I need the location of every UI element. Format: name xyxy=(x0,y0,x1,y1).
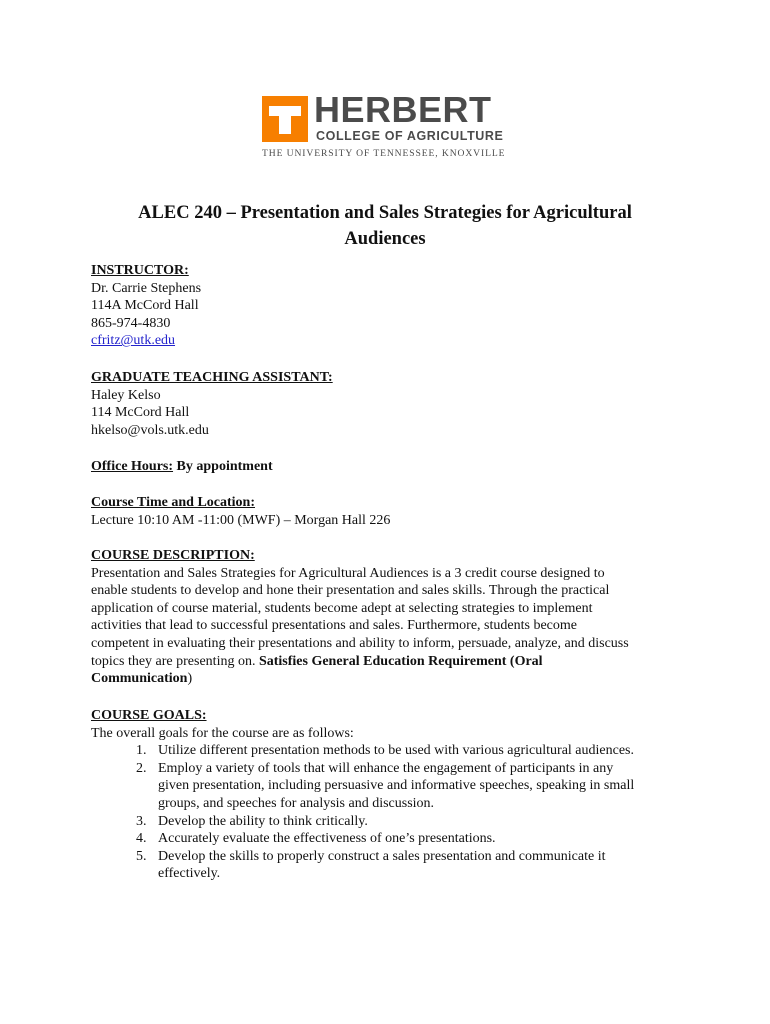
description-line: enable students to develop and hone their presentation and sales skills. Through the practical xyxy=(91,583,610,599)
gta-section xyxy=(91,369,691,439)
course-goals-list xyxy=(91,742,691,883)
description-line: competent in evaluating their presentations and ability to inform, persuade, analyze, and discuss xyxy=(91,635,629,651)
description-line: activities that lead to successful presentations and sales. Furthermore, students become xyxy=(91,618,577,634)
office-hours-section xyxy=(91,458,691,476)
course-time-heading: Course Time and Location: xyxy=(91,495,255,510)
goal-number: 1. xyxy=(136,743,147,759)
description-line xyxy=(91,670,691,688)
office-hours-value: By appointment xyxy=(176,459,273,474)
instructor-office: 114A McCord Hall xyxy=(91,298,199,314)
instructor-heading: INSTRUCTOR: xyxy=(91,263,189,278)
gen-ed-communication: Communication xyxy=(91,671,188,687)
description-final-plain: ) xyxy=(187,671,193,687)
goal-item xyxy=(91,760,691,813)
description-line xyxy=(91,653,691,671)
course-title-line-1: ALEC 240 – Presentation and Sales Strategies for Agricultural xyxy=(138,203,632,223)
course-goals-intro: The overall goals for the course are as follows: xyxy=(91,725,354,741)
goal-number: 2. xyxy=(136,760,147,776)
goal-text: Employ a variety of tools that will enhance the engagement of participants in any xyxy=(158,760,614,776)
course-description-section xyxy=(91,547,691,688)
instructor-phone: 865-974-4830 xyxy=(91,315,171,331)
gta-name: Haley Kelso xyxy=(91,387,161,403)
logo-herbert: HERBERT xyxy=(314,89,492,130)
course-time-section xyxy=(91,494,691,529)
course-description-heading: COURSE DESCRIPTION: xyxy=(91,548,255,563)
goal-number: 3. xyxy=(136,813,147,829)
goal-item xyxy=(91,742,691,760)
goal-text: Develop the ability to think critically. xyxy=(158,813,368,829)
description-line: application of course material, students become adept at selecting strategies to implement xyxy=(91,600,593,616)
course-goals-section xyxy=(91,707,691,883)
course-goals-heading: COURSE GOALS: xyxy=(91,708,207,723)
goal-number: 4. xyxy=(136,831,147,847)
instructor-section xyxy=(91,262,691,350)
gta-heading: GRADUATE TEACHING ASSISTANT: xyxy=(91,370,333,385)
goal-number: 5. xyxy=(136,848,147,864)
description-line: Presentation and Sales Strategies for Agricultural Audiences is a 3 credit course designed to xyxy=(91,565,605,581)
goal-text: groups, and speeches for analysis and discussion. xyxy=(158,795,435,811)
goal-text: effectively. xyxy=(158,866,221,882)
description-last-plain: topics they are presenting on. xyxy=(91,653,259,669)
goal-item xyxy=(91,813,691,831)
gta-office: 114 McCord Hall xyxy=(91,405,190,421)
goal-text: Utilize different presentation methods to be used with various agricultural audiences. xyxy=(158,743,634,759)
power-t-icon xyxy=(262,96,308,142)
herbert-college-logo xyxy=(262,89,512,162)
course-title xyxy=(100,200,670,252)
gen-ed-requirement: Satisfies General Education Requirement (Oral xyxy=(258,653,543,669)
office-hours-label: Office Hours: xyxy=(91,459,174,474)
gta-email: hkelso@vols.utk.edu xyxy=(91,422,209,438)
goal-text: Develop the skills to properly construct a sales presentation and communicate it xyxy=(158,848,606,864)
course-time-value: Lecture 10:10 AM -11:00 (MWF) – Morgan Hall 226 xyxy=(91,512,391,528)
goal-text: given presentation, including persuasive and informative speeches, speaking in small xyxy=(158,778,635,794)
logo-college: COLLEGE OF AGRICULTURE xyxy=(316,129,504,143)
goal-item xyxy=(91,848,691,883)
instructor-name: Dr. Carrie Stephens xyxy=(91,280,202,296)
goal-item xyxy=(91,830,691,848)
course-title-line-2: Audiences xyxy=(344,229,426,249)
logo-university: THE UNIVERSITY OF TENNESSEE, KNOXVILLE xyxy=(262,148,506,159)
goal-text: Accurately evaluate the effectiveness of one’s presentations. xyxy=(158,831,496,847)
instructor-email-link[interactable]: cfritz@utk.edu xyxy=(91,333,176,349)
